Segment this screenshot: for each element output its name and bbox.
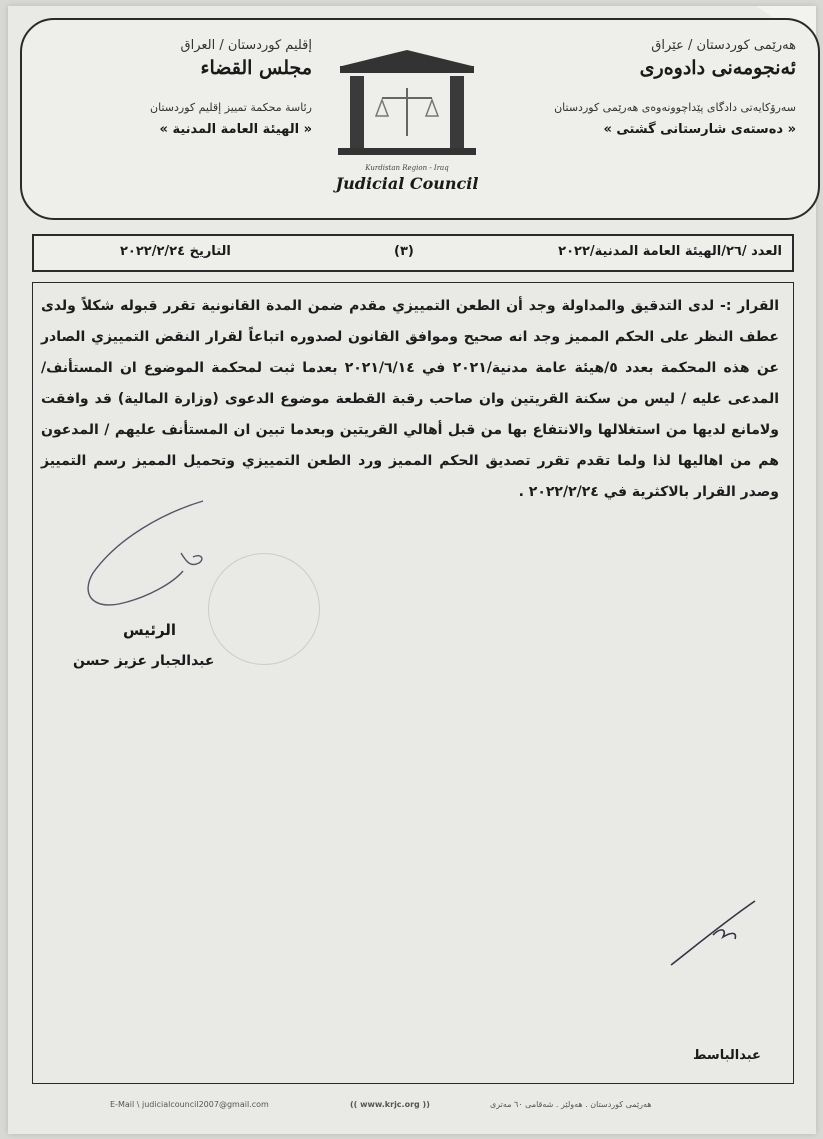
- arabic-court-line: رئاسة محكمة تمييز إقليم كوردستان: [150, 101, 312, 114]
- clerk-signature-icon: [663, 893, 763, 973]
- president-name: عبدالجبار عزيز حسن: [73, 653, 215, 669]
- decision-text: القرار :- لدى التدقيق والمداولة وجد أن الطعن التمييزي مقدم ضمن المدة القانونية تقرر قبوله شكلاً ولدى عطف النظر على الحكم المميز وجد انه صحيح وموافق القانون لصدوره اتباعاً لقرار النقض التمييزي الصادر عن هذه المحكمة بعدد ٥/هيئة عامة مدنية/٢٠٢١ في ٢٠٢١/٦/١٤ بعدما ثبت لمحكمة الموضوع ان المستأنف/ المدعى عليه / ليس من سكنة القريتين وان صاحب رقبة القطعة موضوع الدعوى (وزارة المالية) قد وافقت ولامانع لديها من استغلالها والانتفاع بها من قبل أهالي القريتين وبعدما تبين ان المستأنف عليهم / المدعون هم من اهاليها لذا ولما تقدم تقرر تصديق الحكم المميز ورد الطعن التمييزي وتحميل المميز رسم التمييز وصدر القرار بالاكثرية في ٢٠٢٢/٢/٢٤ .: [41, 298, 779, 500]
- kurdish-court-line: سەرۆکایەتی دادگای پێداچوونەوەی هەرێمی کوردستان: [554, 101, 796, 114]
- reference-bar: [32, 234, 794, 272]
- arabic-region-line: إقليم كوردستان / العراق: [180, 38, 312, 53]
- judicial-council-logo: [322, 48, 492, 218]
- president-signature-icon: [63, 493, 243, 633]
- letterhead: [20, 18, 820, 220]
- kurdish-council-name: ئەنجومەنی دادوەری: [639, 57, 796, 79]
- footer-email[interactable]: E-Mail \ judicialcouncil2007@gmail.com: [110, 1100, 269, 1109]
- case-number: العدد /٢٦/الهيئة العامة المدنية/٢٠٢٢: [558, 244, 782, 259]
- letterhead-arabic: [62, 38, 312, 137]
- page-number: (٣): [394, 244, 414, 259]
- logo-region-text: Kurdistan Region - Iraq: [365, 164, 449, 172]
- document-body: [32, 282, 794, 1084]
- arabic-council-name: مجلس القضاء: [200, 57, 312, 79]
- courthouse-emblem-icon: [332, 48, 482, 158]
- kurdish-panel-line: « دەستەی شارستانی گشتی »: [603, 122, 796, 137]
- decision-date: التاريخ ٢٠٢٢/٢/٢٤: [120, 244, 231, 259]
- footer-address: هەرێمی کوردستان . هەولێر . شەقامی ٦٠ مەتری: [490, 1100, 652, 1109]
- clerk-name: عبدالباسط: [693, 1048, 761, 1063]
- logo-title-text: Judicial Council: [335, 174, 479, 193]
- president-title: الرئيس: [123, 621, 177, 639]
- page-footer: [60, 1100, 760, 1116]
- footer-website[interactable]: (( www.krjc.org )): [350, 1100, 430, 1109]
- letterhead-kurdish: [526, 38, 796, 137]
- kurdish-region-line: هەرێمی کوردستان / عێراق: [651, 38, 796, 53]
- arabic-panel-line: « الهيئة العامة المدنية »: [159, 122, 312, 137]
